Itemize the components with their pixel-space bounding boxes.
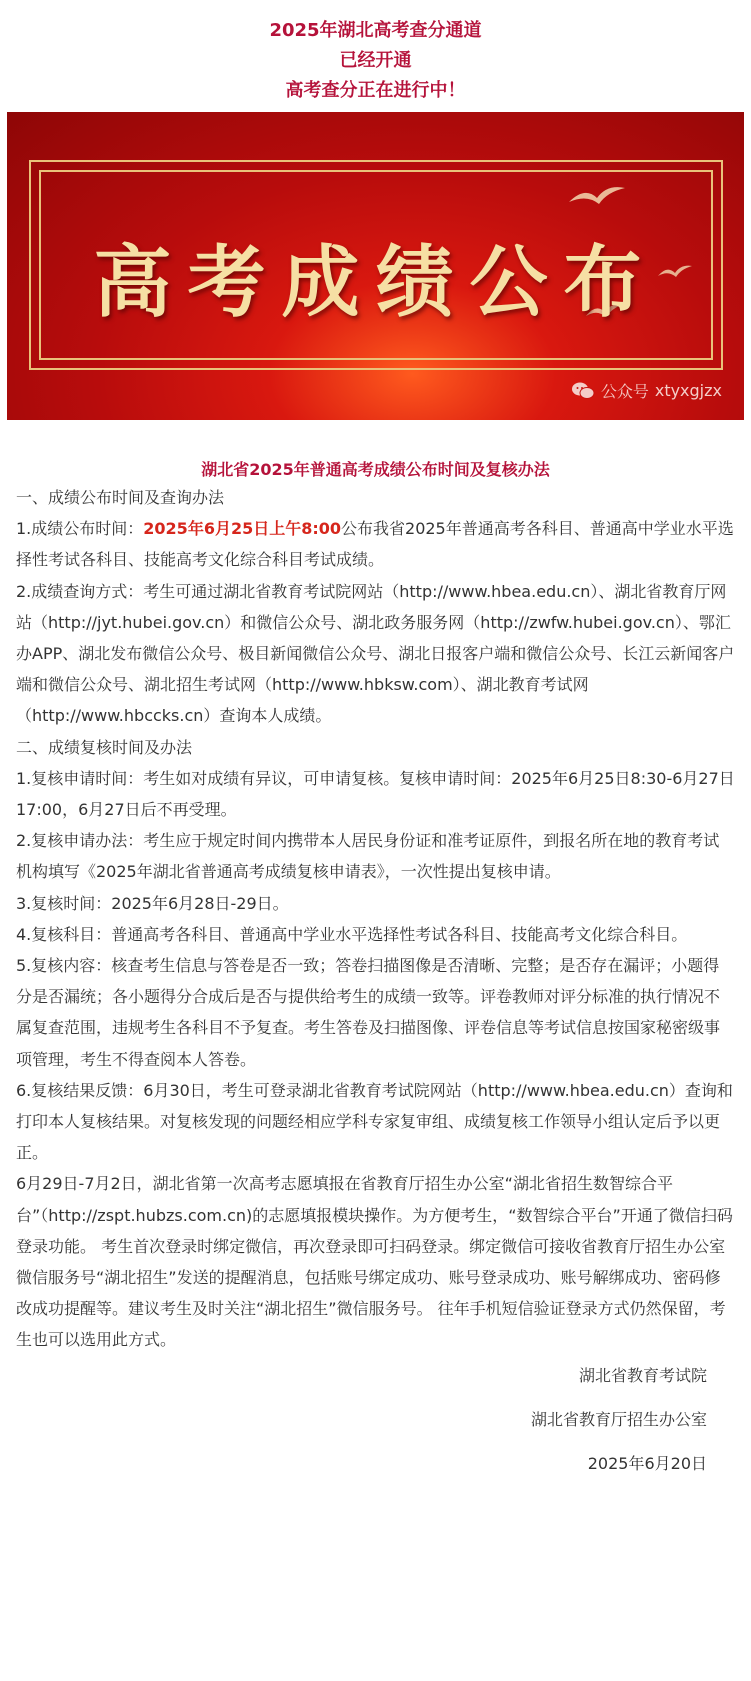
signature-org-1: 湖北省教育考试院 [578, 1365, 707, 1385]
headline-line-1: 2025年湖北高考查分通道 [269, 20, 482, 41]
paragraph-review-date: 3.复核时间：2025年6月28日-29日。 [16, 893, 289, 913]
article-body [0, 482, 751, 1476]
paragraph-prefix: 1.成绩公布时间： [16, 519, 144, 539]
section-heading-2: 二、成绩复核时间及办法 [16, 737, 193, 757]
watermark [571, 379, 722, 402]
paragraph-review-content: 5.复核内容：核查考生信息与答卷是否一致；答卷扫描图像是否清晰、完整；是否存在漏评；小题得分是否漏统；各小题得分合成后是否与提供给考生的成绩一致等。评卷教师对评分标准的执行情况不属复查范围，违规考生各科目不予复查。考生答卷及扫描图像、评卷信息等考试信息按国家秘密级事项管理，考生不得查阅本人答卷。 [16, 956, 721, 1069]
headline [0, 0, 751, 106]
headline-line-2: 已经开通 [339, 50, 412, 71]
signature-org-2: 湖北省教育厅招生办公室 [530, 1409, 707, 1429]
paragraph-review-subjects: 4.复核科目：普通高考各科目、普通高中学业水平选择性考试各科目、技能高考文化综合科目。 [16, 924, 688, 944]
release-time-highlight: 2025年6月25日上午8:00 [143, 519, 342, 539]
signature-date: 2025年6月20日 [587, 1453, 707, 1473]
headline-line-3: 高考查分正在进行中！ [285, 80, 466, 101]
paragraph-query-methods: 2.成绩查询方式：考生可通过湖北省教育考试院网站（http://www.hbea.edu.cn）、湖北省教育厅网站（http://jyt.hubei.gov.cn）和微信公众号、湖北政务服务网（http://zwfw.hubei.gov.cn）、鄂汇办APP、湖北发布微信公众号、极目新闻微信公众号、湖北日报客户端和微信公众号、长江云新闻客户端和微信公众号、湖北招生考试网（http://www.hbksw.com）、湖北教育考试网（http://www.hbccks.cn）查询本人成绩。 [16, 581, 735, 726]
paragraph-review-time: 1.复核申请时间：考生如对成绩有异议，可申请复核。复核申请时间：2025年6月25日8:30-6月27日17:00，6月27日后不再受理。 [16, 768, 735, 820]
banner-image [7, 112, 744, 420]
paragraph-review-method: 2.复核申请办法：考生应于规定时间内携带本人居民身份证和准考证原件，到报名所在地的教育考试机构填写《2025年湖北省普通高考成绩复核申请表》，一次性提出复核申请。 [16, 831, 720, 882]
bird-icon [567, 182, 627, 212]
banner-title: 高考成绩公布 [93, 237, 658, 328]
watermark-label: 公众号 [600, 382, 649, 401]
paragraph-review-feedback: 6.复核结果反馈：6月30日，考生可登录湖北省教育考试院网站（http://www.hbea.edu.cn）查询和打印本人复核结果。对复核发现的问题经相应学科专家复审组、成绩复核工作领导小组认定后予以更正。 [16, 1080, 733, 1163]
section-heading-1: 一、成绩公布时间及查询办法 [16, 488, 225, 507]
watermark-id: xtyxgjzx [654, 381, 722, 400]
paragraph-volunteer: 6月29日-7月2日，湖北省第一次高考志愿填报在省教育厅招生办公室“湖北省招生数智综合平台”（http://zspt.hubzs.com.cn)的志愿填报模块操作。为方便考生，“数智综合平台”开通了微信扫码登录功能。 考生首次登录时绑定微信，再次登录即可扫码登录。绑定微信可接收省教育厅招生办公室微信服务号“湖北招生”发送的提醒消息，包括账号绑定成功、账号登录成功、账号解绑成功、密码修改成功提醒等。建议考生及时关注“湖北招生”微信服务号。 往年手机短信验证登录方式仍然保留，考生也可以选用此方式。 [16, 1174, 733, 1350]
paragraph-suffix: 公布我省2025年普通高考各科目、普通高中学业水平选择性考试各科目、技能高考文化综合科目考试成绩。 [16, 519, 734, 570]
article-title: 湖北省2025年普通高考成绩公布时间及复核办法 [201, 460, 550, 479]
wechat-icon [571, 382, 595, 400]
paragraph-score-release [16, 513, 735, 575]
